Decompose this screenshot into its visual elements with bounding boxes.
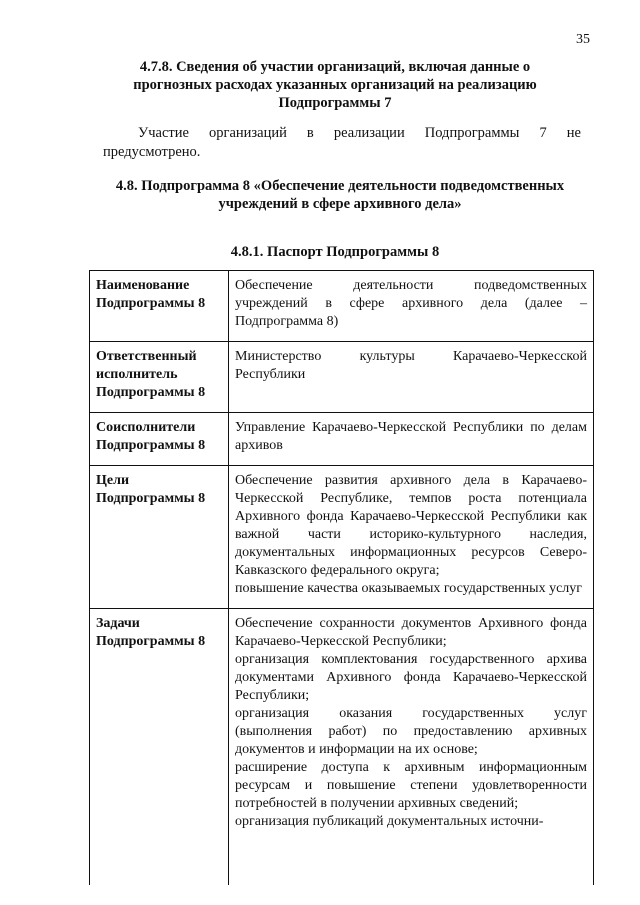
task-item: организация комплектования государственного архива документами Архивного фонда Карачаево-Черкесской Республики; [235, 652, 587, 703]
table-row-name [90, 271, 594, 342]
task-item: организация публикаций документальных источни- [235, 814, 544, 829]
row-label: Наименование Подпрограммы 8 [90, 271, 229, 342]
section-4-8-1-heading: 4.8.1. Паспорт Подпрограммы 8 [230, 244, 440, 260]
page-number: 35 [576, 32, 590, 47]
row-label: Цели Подпрограммы 8 [90, 466, 229, 609]
goal-item: Обеспечение развития архивного дела в Карачаево-Черкесской Республике, темпов роста потенциала Архивного фонда Карачаево-Черкесской Республики как важной части историко-культурного наследия, документальных информационных ресурсов Северо-Кавказского федерального округа; [235, 473, 587, 578]
task-item: организация оказания государственных услуг (выполнения работ) по предоставлению архивных документов и информации на их основе; [235, 706, 587, 757]
row-label: Соисполнители Подпрограммы 8 [90, 413, 229, 466]
row-value: Министерство культуры Карачаево-Черкесской Республики [229, 342, 594, 413]
section-4-7-8-text: Участие организаций в реализации Подпрограммы 7 не предусмотрено. [103, 125, 581, 160]
task-item: расширение доступа к архивным информационным ресурсам и повышение степени удовлетворенности потребностей в получении архивных сведений; [235, 760, 587, 811]
row-value: Управление Карачаево-Черкесской Республики по делам архивов [229, 413, 594, 466]
table-row-tasks [90, 609, 594, 886]
task-item: Обеспечение сохранности документов Архивного фонда Карачаево-Черкесской Республики; [235, 616, 587, 649]
section-4-7-8-heading: 4.7.8. Сведения об участии организаций, включая данные о прогнозных расходах указанных организаций на реализацию Подпрограммы 7 [133, 59, 537, 111]
row-value [229, 466, 594, 609]
table-row-responsible [90, 342, 594, 413]
passport-table [89, 270, 594, 885]
table-row-goals [90, 466, 594, 609]
row-label: Ответственный исполнитель Подпрограммы 8 [90, 342, 229, 413]
goal-item: повышение качества оказываемых государственных услуг [235, 581, 583, 596]
row-value: Обеспечение деятельности подведомственных учреждений в сфере архивного дела (далее – Подпрограмма 8) [229, 271, 594, 342]
row-value [229, 609, 594, 886]
section-4-8-heading: 4.8. Подпрограмма 8 «Обеспечение деятельности подведомственных учреждений в сфере архивного дела» [115, 178, 565, 212]
row-label: Задачи Подпрограммы 8 [90, 609, 229, 886]
table-row-co-executors [90, 413, 594, 466]
